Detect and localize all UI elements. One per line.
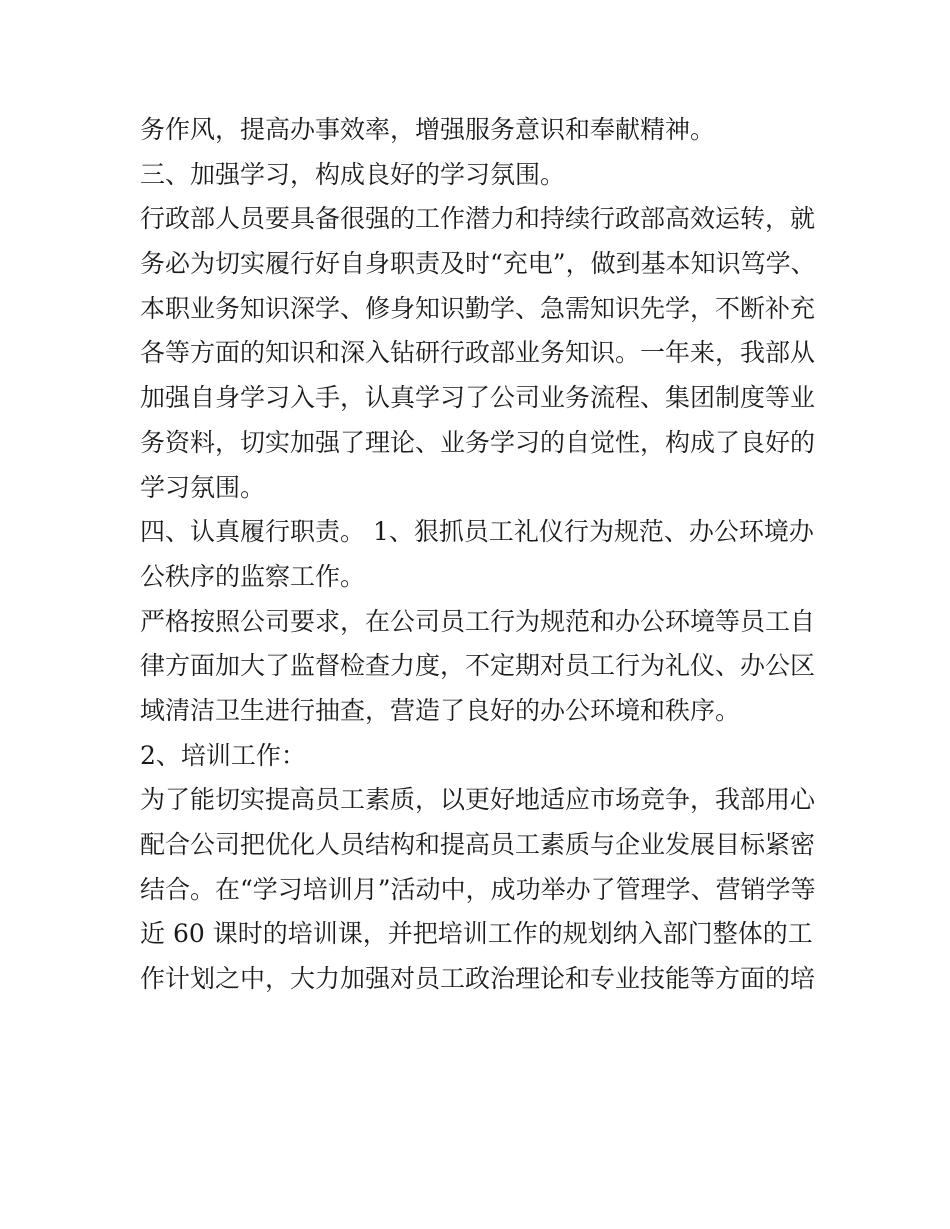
paragraph-line: 加强自身学习入手，认真学习了公司业务流程、集团制度等业	[140, 383, 816, 413]
paragraph-line: 务作风，提高办事效率，增强服务意识和奉献精神。	[140, 115, 716, 144]
paragraph-line: 域清洁卫生进行抽查，营造了良好的办公环境和秩序。	[140, 695, 741, 725]
paragraph-line: 行政部人员要具备很强的工作潜力和持续行政部高效运转，就	[140, 204, 816, 234]
section-heading-line: 三、加强学习，构成良好的学习氛围。	[140, 159, 566, 189]
paragraph-line: 务必为切实履行好自身职责及时“充电”，做到基本知识笃学、	[140, 249, 816, 279]
section-heading-line: 四、认真履行职责。 1、狠抓员工礼仪行为规范、办公环境办	[140, 517, 814, 547]
paragraph-line: 学习氛围。	[140, 472, 266, 502]
paragraph-line: 律方面加大了监督检查力度，不定期对员工行为礼仪、办公区	[140, 651, 816, 681]
paragraph-line: 本职业务知识深学、修身知识勤学、急需知识先学，不断补充	[140, 293, 816, 323]
paragraph-line: 为了能切实提高员工素质，以更好地适应市场竞争，我部用心	[140, 785, 816, 815]
document-body	[140, 108, 816, 1002]
paragraph-line: 严格按照公司要求，在公司员工行为规范和办公环境等员工自	[140, 606, 816, 636]
section-heading-line: 2、培训工作：	[140, 740, 306, 770]
paragraph-line: 配合公司把优化人员结构和提高员工素质与企业发展目标紧密	[140, 830, 816, 859]
paragraph-line: 务资料，切实加强了理论、业务学习的自觉性，构成了良好的	[140, 427, 816, 457]
paragraph-line: 各等方面的知识和深入钻研行政部业务知识。一年来，我部从	[140, 338, 816, 368]
paragraph-line: 结合。在“学习培训月”活动中，成功举办了管理学、营销学等	[140, 874, 816, 904]
paragraph-line: 近 60 课时的培训课，并把培训工作的规划纳入部门整体的工	[140, 919, 813, 949]
paragraph-line: 作计划之中，大力加强对员工政治理论和专业技能等方面的培	[140, 964, 816, 994]
section-heading-line: 公秩序的监察工作。	[140, 561, 366, 591]
